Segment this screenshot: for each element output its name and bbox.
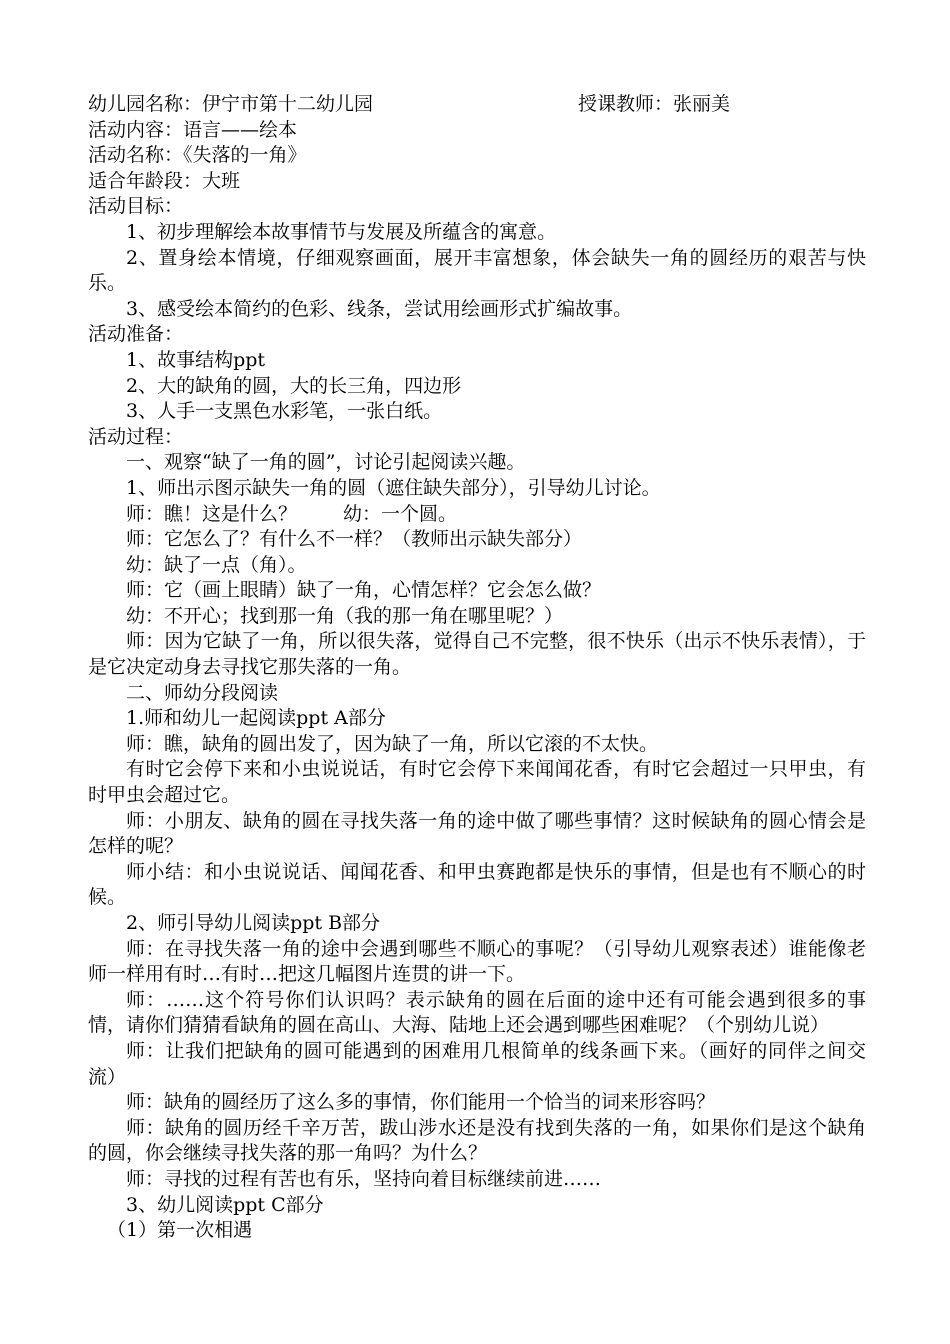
dialogue-line: 师：让我们把缺角的圆可能遇到的困难用几根简单的线条画下来。（画好的同伴之间交流） <box>88 1039 866 1088</box>
goal-item-3: 3、感受绘本简约的色彩、线条，尝试用绘画形式扩编故事。 <box>126 297 633 320</box>
part1-step1: 1、师出示图示缺失一角的圆（遮住缺失部分），引导幼儿讨论。 <box>126 476 661 499</box>
prep-heading: 活动准备： <box>88 323 184 346</box>
dialogue-line: 有时它会停下来和小虫说说话，有时它会停下来闻闻花香，有时它会超过一只甲虫，有时甲虫会超过它。 <box>88 758 866 807</box>
dialogue-line: 师：因为它缺了一角，所以很失落，觉得自己不完整，很不快乐（出示不快乐表情），于是它决定动身去寻找它那失落的一角。 <box>88 630 866 679</box>
dialogue-line: 师：缺角的圆历经千辛万苦，跋山涉水还是没有找到失落的一角，如果你们是这个缺角的圆，你会继续寻找失落的那一角吗？为什么？ <box>88 1116 866 1165</box>
dialogue-line: 师：小朋友、缺角的圆在寻找失落一角的途中做了哪些事情？这时候缺角的圆心情会是怎样的呢？ <box>88 809 866 858</box>
dialogue-line: 师：……这个符号你们认识吗？表示缺角的圆在后面的途中还有可能会遇到很多的事情，请你们猜猜看缺角的圆在高山、大海、陆地上还会遇到哪些困难呢？（个别幼儿说） <box>88 988 866 1037</box>
dialogue-line: 师：瞧，缺角的圆出发了，因为缺了一角，所以它滚的不太快。 <box>126 732 659 755</box>
dialogue-teacher: 师：瞧！这是什么？ <box>126 502 298 525</box>
dialogue-child: 幼：一个圆。 <box>343 502 458 525</box>
part2-step2: 2、师引导幼儿阅读ppt B部分 <box>126 912 381 934</box>
prep-item-2: 2、大的缺角的圆，大的长三角，四边形 <box>126 374 462 397</box>
prep-item-3: 3、人手一支黑色水彩笔，一张白纸。 <box>126 400 443 423</box>
part1-title: 一、观察“缺了一角的圆”，讨论引起阅读兴趣。 <box>126 451 526 474</box>
part2-step1: 1.师和幼儿一起阅读ppt A部分 <box>126 707 386 730</box>
dialogue-line: 师：寻找的过程有苦也有乐，坚持向着目标继续前进…… <box>126 1167 602 1190</box>
activity-name: 活动名称：《失落的一角》 <box>88 144 307 167</box>
kindergarten-name: 幼儿园名称：伊宁市第十二幼儿园 <box>88 93 374 115</box>
goal-item-2: 2、置身绘本情境，仔细观察画面，展开丰富想象，体会缺失一角的圆经历的艰苦与快乐。 <box>88 246 866 295</box>
activity-content: 活动内容：语言——绘本 <box>88 118 298 141</box>
part2-step3-sub1: （1）第一次相遇 <box>107 1219 253 1242</box>
teacher-name: 授课教师：张丽美 <box>578 93 731 115</box>
prep-item-1: 1、故事结构ppt <box>126 348 266 371</box>
age-group: 适合年龄段：大班 <box>88 169 241 192</box>
dialogue-line: 幼：不开心；找到那一角（我的那一角在哪里呢？） <box>126 604 564 627</box>
goal-item-1: 1、初步理解绘本故事情节与发展及所蕴含的寓意。 <box>126 220 557 243</box>
part2-title: 二、师幼分段阅读 <box>126 681 279 704</box>
dialogue-line: 师：在寻找失落一角的途中会遇到哪些不顺心的事呢？（引导幼儿观察表述）谁能像老师一样用有时…有时…把这几幅图片连贯的讲一下。 <box>88 937 866 986</box>
goals-heading: 活动目标： <box>88 195 184 218</box>
header-row <box>88 92 866 118</box>
dialogue-line: 师小结：和小虫说说话、闻闻花香、和甲虫赛跑都是快乐的事情，但是也有不顺心的时候。 <box>88 860 866 909</box>
document-page <box>88 92 866 1244</box>
dialogue-line: 幼：缺了一点（角）。 <box>126 553 307 576</box>
process-heading: 活动过程： <box>88 425 184 448</box>
part2-step3: 3、幼儿阅读ppt C部分 <box>126 1193 324 1216</box>
dialogue-line: 师：缺角的圆经历了这么多的事情，你们能用一个恰当的词来形容吗？ <box>126 1091 716 1114</box>
dialogue-line <box>88 502 866 528</box>
dialogue-line: 师：它怎么了？有什么不一样？（教师出示缺失部分） <box>126 528 583 551</box>
dialogue-line: 师：它（画上眼睛）缺了一角，心情怎样？它会怎么做？ <box>126 579 602 602</box>
